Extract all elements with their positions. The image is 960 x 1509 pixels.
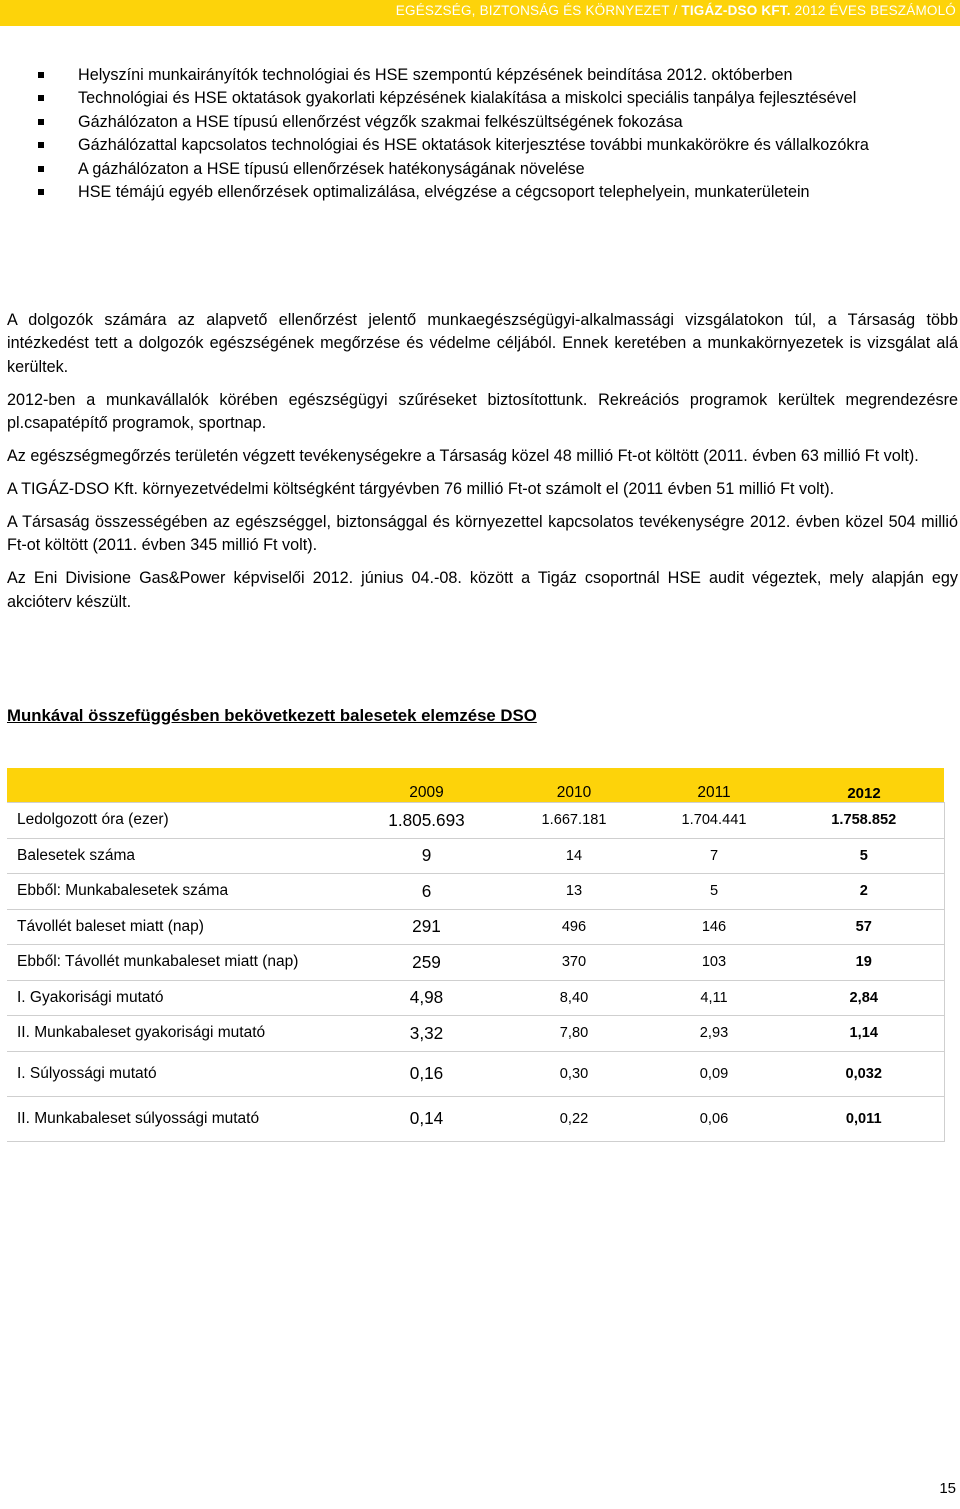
table-row bbox=[7, 980, 944, 1016]
section-title: Munkával összefüggésben bekövetkezett balesetek elemzése DSO bbox=[7, 706, 537, 725]
bullet-item bbox=[8, 158, 958, 181]
value-2009: 3,32 bbox=[349, 1016, 504, 1052]
row-label: I. Súlyossági mutató bbox=[7, 1051, 349, 1096]
bullet-text: A gázhálózaton a HSE típusú ellenőrzések hatékonyságának növelése bbox=[78, 159, 585, 178]
paragraph: Az egészségmegőrzés területén végzett tevékenységekre a Társaság közel 48 millió Ft-ot költött (2011. évben 63 millió Ft volt). bbox=[7, 447, 919, 466]
table-row bbox=[7, 1016, 944, 1052]
value-2011: 0,06 bbox=[644, 1096, 784, 1141]
bullet-text: Gázhálózattal kapcsolatos technológiai és HSE oktatások kiterjesztése további munkakörökre és vállalkozókra bbox=[78, 136, 869, 155]
value-2012: 5 bbox=[784, 838, 944, 874]
header-suffix: 2012 ÉVES BESZÁMOLÓ bbox=[790, 3, 956, 18]
page-header-bar bbox=[0, 0, 960, 26]
table-row bbox=[7, 803, 944, 839]
value-2011: 5 bbox=[644, 874, 784, 910]
value-2009: 1.805.693 bbox=[349, 803, 504, 839]
value-2009: 0,16 bbox=[349, 1051, 504, 1096]
value-2010: 0,22 bbox=[504, 1096, 644, 1141]
row-label: Ledolgozott óra (ezer) bbox=[7, 803, 349, 839]
paragraph: A dolgozók számára az alapvető ellenőrzést jelentő munkaegészségügyi-alkalmassági vizsgálatokon túl, a Társaság több intézkedést tett a dolgozók egészségének megőrzése és védelme céljából. Ennek keretében a munkakörnyezetek is vizsgálat alá kerültek. bbox=[7, 311, 958, 376]
row-label: II. Munkabaleset gyakorisági mutató bbox=[7, 1016, 349, 1052]
bullet-item bbox=[8, 111, 958, 134]
bullet-item bbox=[8, 87, 958, 110]
year-header: 2011 bbox=[644, 768, 784, 803]
value-2011: 146 bbox=[644, 909, 784, 945]
bullet-item bbox=[8, 64, 958, 87]
row-label: Balesetek száma bbox=[7, 838, 349, 874]
value-2012: 57 bbox=[784, 909, 944, 945]
table-row bbox=[7, 838, 944, 874]
paragraph: A TIGÁZ-DSO Kft. környezetvédelmi költségként tárgyévben 76 millió Ft-ot számolt el (2011 évben 51 millió Ft volt). bbox=[7, 479, 835, 498]
row-label: Távollét baleset miatt (nap) bbox=[7, 909, 349, 945]
square-bullet-icon bbox=[38, 189, 44, 195]
value-2009: 259 bbox=[349, 945, 504, 981]
value-2011: 0,09 bbox=[644, 1051, 784, 1096]
value-2010: 13 bbox=[504, 874, 644, 910]
body-paragraphs bbox=[7, 309, 958, 623]
square-bullet-icon bbox=[38, 142, 44, 148]
header-prefix: EGÉSZSÉG, BIZTONSÁG ÉS KÖRNYEZET / bbox=[395, 3, 682, 18]
page-number: 15 bbox=[939, 1480, 956, 1497]
value-2012: 1.758.852 bbox=[784, 803, 944, 839]
value-2009: 4,98 bbox=[349, 980, 504, 1016]
square-bullet-icon bbox=[38, 72, 44, 78]
table-row bbox=[7, 1096, 944, 1141]
value-2010: 370 bbox=[504, 945, 644, 981]
bullet-text: HSE témájú egyéb ellenőrzések optimalizálása, elvégzése a cégcsoport telephelyein, munkaterületein bbox=[78, 183, 810, 202]
year-header: 2010 bbox=[504, 768, 644, 803]
value-2011: 4,11 bbox=[644, 980, 784, 1016]
value-2011: 7 bbox=[644, 838, 784, 874]
value-2010: 14 bbox=[504, 838, 644, 874]
value-2010: 1.667.181 bbox=[504, 803, 644, 839]
header-company: TIGÁZ-DSO KFT. bbox=[681, 3, 791, 18]
paragraph: 2012-ben a munkavállalók körében egészségügyi szűréseket biztosítottunk. Rekreációs programok kerültek megrendezésre pl.csapatépítő programok, sportnap. bbox=[7, 390, 958, 433]
paragraph: Az Eni Divisione Gas&Power képviselői 2012. június 04.-08. között a Tigáz csoportnál HSE audit végeztek, mely alapján egy akcióterv készült. bbox=[7, 569, 958, 611]
value-2010: 0,30 bbox=[504, 1051, 644, 1096]
square-bullet-icon bbox=[38, 166, 44, 172]
value-2010: 496 bbox=[504, 909, 644, 945]
value-2010: 8,40 bbox=[504, 980, 644, 1016]
value-2009: 0,14 bbox=[349, 1096, 504, 1141]
header-empty-cell bbox=[7, 768, 349, 803]
value-2011: 103 bbox=[644, 945, 784, 981]
bullet-list bbox=[8, 64, 958, 204]
value-2009: 6 bbox=[349, 874, 504, 910]
paragraph: A Társaság összességében az egészséggel, biztonsággal és környezettel kapcsolatos tevékenységre 2012. évben közel 504 millió Ft-ot költött (2011. évben 345 millió Ft volt). bbox=[7, 512, 958, 555]
square-bullet-icon bbox=[38, 95, 44, 101]
bullet-item bbox=[8, 134, 958, 157]
page-header-text bbox=[396, 3, 956, 18]
bullet-text: Gázhálózaton a HSE típusú ellenőrzést végzők szakmai felkészültségének fokozása bbox=[78, 112, 683, 131]
value-2009: 9 bbox=[349, 838, 504, 874]
value-2012: 0,032 bbox=[784, 1051, 944, 1096]
year-header: 2012 bbox=[784, 768, 944, 803]
bullet-text: Technológiai és HSE oktatások gyakorlati képzésének kialakítása a miskolci speciális tanpálya fejlesztésével bbox=[78, 89, 857, 108]
value-2011: 1.704.441 bbox=[644, 803, 784, 839]
value-2009: 291 bbox=[349, 909, 504, 945]
value-2012: 1,14 bbox=[784, 1016, 944, 1052]
value-2011: 2,93 bbox=[644, 1016, 784, 1052]
year-header: 2009 bbox=[349, 768, 504, 803]
table-row bbox=[7, 945, 944, 981]
row-label: I. Gyakorisági mutató bbox=[7, 980, 349, 1016]
table-row bbox=[7, 909, 944, 945]
table-header-row bbox=[7, 768, 944, 803]
table-row bbox=[7, 1051, 944, 1096]
square-bullet-icon bbox=[38, 119, 44, 125]
bullet-item bbox=[8, 181, 958, 204]
row-label: II. Munkabaleset súlyossági mutató bbox=[7, 1096, 349, 1141]
accident-statistics-table bbox=[7, 768, 945, 1142]
value-2012: 19 bbox=[784, 945, 944, 981]
row-label: Ebből: Munkabalesetek száma bbox=[7, 874, 349, 910]
value-2010: 7,80 bbox=[504, 1016, 644, 1052]
bullet-text: Helyszíni munkairányítók technológiai és HSE szempontú képzésének beindítása 2012. októberben bbox=[78, 66, 793, 84]
value-2012: 0,011 bbox=[784, 1096, 944, 1141]
row-label: Ebből: Távollét munkabaleset miatt (nap) bbox=[7, 945, 349, 981]
value-2012: 2,84 bbox=[784, 980, 944, 1016]
table-row bbox=[7, 874, 944, 910]
value-2012: 2 bbox=[784, 874, 944, 910]
